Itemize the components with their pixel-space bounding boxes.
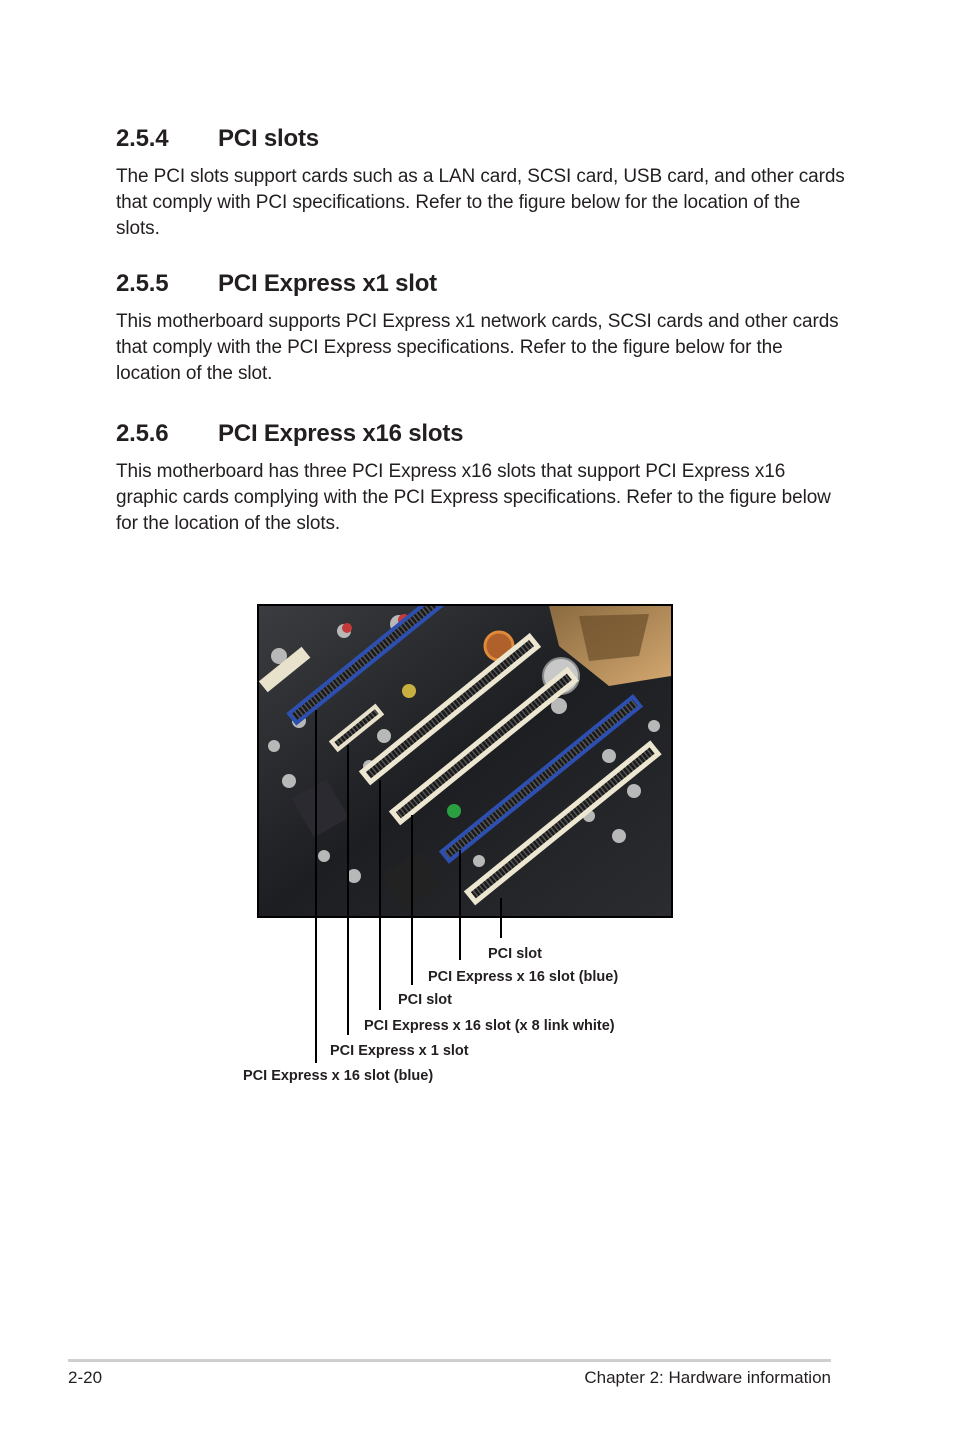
section-heading <box>116 124 846 154</box>
chapter-title: Chapter 2: Hardware information <box>584 1368 831 1387</box>
motherboard-illustration <box>259 606 671 916</box>
section-body: This motherboard has three PCI Express x16 slots that support PCI Express x16 graphic cards complying with the PCI Express specifications. Refer to the figure below for the location of the slots. <box>116 461 831 534</box>
section-pci-slots <box>116 124 846 242</box>
callout-pcie-x16-blue: PCI Express x 16 slot (blue) <box>243 1068 434 1084</box>
footer-rule <box>68 1359 831 1362</box>
section-heading <box>116 419 846 449</box>
motherboard-photo <box>257 604 673 918</box>
callout-pcie-x16-blue: PCI Express x 16 slot (blue) <box>428 969 619 985</box>
section-body: This motherboard supports PCI Express x1 network cards, SCSI cards and other cards that comply with the PCI Express specifications. Refer to the figure below for the location of the slot. <box>116 311 839 384</box>
section-pci-express-x16 <box>116 419 846 537</box>
callout-pci-slot: PCI slot <box>488 946 542 962</box>
callout-pcie-x16-white: PCI Express x 16 slot (x 8 link white) <box>364 1018 615 1034</box>
section-title: PCI Express x1 slot <box>218 270 437 297</box>
section-title: PCI Express x16 slots <box>218 420 464 447</box>
callout-pcie-x1: PCI Express x 1 slot <box>330 1043 469 1059</box>
section-heading <box>116 269 846 299</box>
section-number: 2.5.5 <box>116 270 169 297</box>
section-body: The PCI slots support cards such as a LAN card, SCSI card, USB card, and other cards that comply with PCI specifications. Refer to the figure below for the location of the slots. <box>116 166 845 239</box>
section-pci-express-x1 <box>116 269 846 387</box>
section-number: 2.5.6 <box>116 420 169 447</box>
section-number: 2.5.4 <box>116 125 169 152</box>
section-title: PCI slots <box>218 125 319 152</box>
page-number: 2-20 <box>68 1368 103 1387</box>
callout-pci-slot: PCI slot <box>398 992 452 1008</box>
